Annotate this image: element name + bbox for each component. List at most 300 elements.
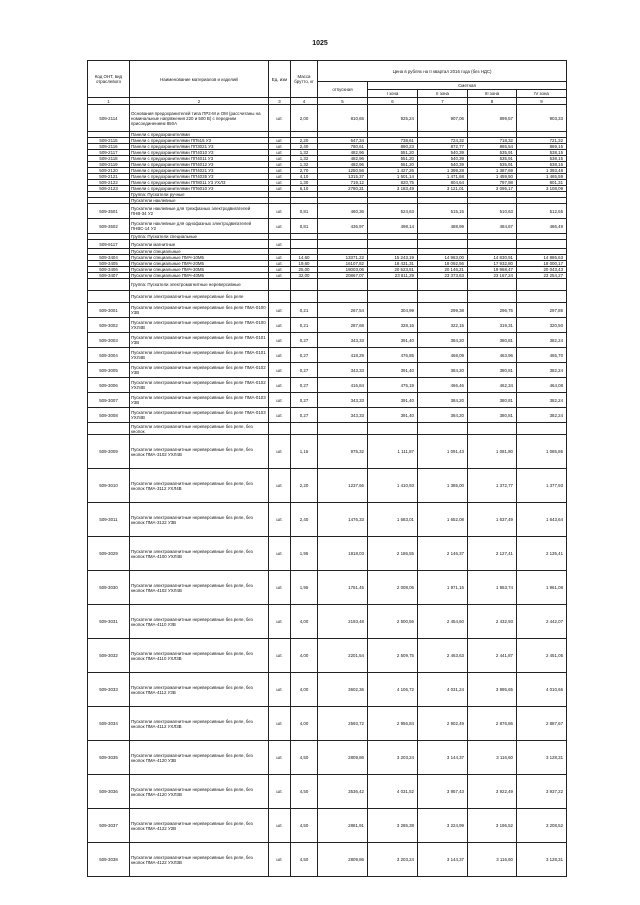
zone-2-price-cell: 804,64 (418, 180, 468, 186)
unit-cell: шт. (269, 105, 291, 132)
zone-1-price-cell (368, 291, 418, 303)
zone-3-price-cell: 380,81 (468, 333, 517, 348)
column-index: 3 (269, 98, 291, 105)
unit-cell: шт. (269, 255, 291, 261)
mass-cell: 0,27 (291, 378, 318, 393)
column-index-row (88, 98, 567, 105)
code-cell: 509-3036 (88, 775, 130, 809)
release-price-cell: 2881,91 (318, 809, 368, 843)
mass-cell: 2,40 (291, 503, 318, 537)
zone-4-price-cell: 1 393,48 (517, 168, 567, 174)
code-cell: 509-3031 (88, 605, 130, 639)
mass-cell: 0,27 (291, 363, 318, 378)
release-price-cell: 810,65 (318, 105, 368, 132)
unit-cell: шт. (269, 378, 291, 393)
zone-2-price-cell: 540,39 (418, 162, 468, 168)
zone-3-price-cell: 3 116,60 (468, 843, 517, 877)
release-price-cell: 343,33 (318, 393, 368, 408)
zone-2-price-cell: 1 652,08 (418, 503, 468, 537)
zone-3-price-cell: 1 372,77 (468, 469, 517, 503)
mass-cell: 32,00 (291, 273, 318, 279)
name-cell: Пускатели специальные (130, 249, 269, 255)
zone-1-price-cell: 2 500,56 (368, 605, 418, 639)
zone-4-price-cell: 512,55 (517, 204, 567, 219)
code-cell: 509-3033 (88, 673, 130, 707)
code-cell (88, 279, 130, 291)
mass-cell: 14,60 (291, 255, 318, 261)
name-cell: Панели с предохранителями ПП4010 У3 (130, 150, 269, 156)
name-cell: Пускатели наклевные для однофазных электродвигателей ПНВС-14 У2 (130, 219, 269, 234)
table-row (88, 408, 567, 423)
name-cell: Пускатели электромагнитные нереверсивные без реле, без кнопок ПМА-4112 У3В (130, 673, 269, 707)
column-index: 2 (130, 98, 269, 105)
code-cell: 509-2120 (88, 168, 130, 174)
mass-cell: 4,50 (291, 775, 318, 809)
release-price-cell (318, 291, 368, 303)
zone-4-price-cell (517, 291, 567, 303)
code-cell: 509-3502 (88, 219, 130, 234)
zone-4-price-cell: 2 135,41 (517, 537, 567, 571)
unit-cell: шт. (269, 469, 291, 503)
code-cell: 509-3035 (88, 741, 130, 775)
column-index: 9 (517, 98, 567, 105)
header-code: Код ОНТ, вид отраслевого (88, 61, 130, 98)
unit-cell: шт. (269, 363, 291, 378)
zone-3-price-cell: 510,63 (468, 204, 517, 219)
price-table (87, 60, 567, 877)
mass-cell: 4,00 (291, 639, 318, 673)
code-cell: 509-2119 (88, 162, 130, 168)
zone-3-price-cell (468, 240, 517, 249)
unit-cell: шт. (269, 186, 291, 192)
zone-4-price-cell: 2 887,67 (517, 707, 567, 741)
code-cell: 509-3009 (88, 435, 130, 469)
unit-cell: шт. (269, 162, 291, 168)
header-name: Наименование материалов и изделий (130, 61, 269, 98)
zone-1-price-cell: 820,75 (368, 180, 418, 186)
zone-4-price-cell: 538,15 (517, 162, 567, 168)
mass-cell: 1,30 (291, 180, 318, 186)
release-price-cell: 267,54 (318, 303, 368, 318)
name-cell: Панели с предохранителями ПП4012 У3 (130, 162, 269, 168)
zone-4-price-cell: 320,50 (517, 318, 567, 333)
code-cell: 509-3008 (88, 408, 130, 423)
mass-cell: 2,00 (291, 105, 318, 132)
unit-cell: шт. (269, 150, 291, 156)
unit-cell: шт. (269, 408, 291, 423)
name-cell: Пускатели электромагнитные нереверсивные без реле, без кнопок ПМА-4110 У3В (130, 605, 269, 639)
release-price-cell: 2780,31 (318, 186, 368, 192)
mass-cell: 4,50 (291, 809, 318, 843)
table-row (88, 673, 567, 707)
name-cell: Панели с предохранителями (130, 132, 269, 138)
zone-1-price-cell: 738,61 (368, 138, 418, 144)
unit-cell: шт. (269, 204, 291, 219)
code-cell: 509-3002 (88, 318, 130, 333)
code-cell: 509-3004 (88, 348, 130, 363)
code-cell: 509-3030 (88, 571, 130, 605)
zone-3-price-cell: 3 095,17 (468, 186, 517, 192)
zone-1-price-cell: 3 203,24 (368, 741, 418, 775)
mass-cell: 1,15 (291, 435, 318, 469)
column-index: 5 (318, 98, 368, 105)
name-cell: Пускатели электромагнитные нереверсивные без реле ПМА-0101 У3В (130, 333, 269, 348)
table-row (88, 348, 567, 363)
mass-cell (291, 423, 318, 435)
page-number: 1025 (312, 40, 328, 47)
header-zone-3: III зона (468, 90, 517, 98)
release-price-cell: 482,96 (318, 156, 368, 162)
unit-cell: шт. (269, 537, 291, 571)
unit-cell: шт. (269, 673, 291, 707)
zone-1-price-cell: 4 106,72 (368, 673, 418, 707)
table-row (88, 605, 567, 639)
release-price-cell: 3602,36 (318, 673, 368, 707)
name-cell: Пускатели электромагнитные нереверсивные без реле, без кнопок ПМА-3102 УХЛ4В (130, 435, 269, 469)
zone-2-price-cell (418, 279, 468, 291)
name-cell: Пускатели электромагнитные нереверсивные без реле ПМА-0103 У3В (130, 393, 269, 408)
name-cell: Пускатели электромагнитные нереверсивные без реле (130, 291, 269, 303)
zone-4-price-cell: 538,15 (517, 156, 567, 162)
zone-4-price-cell: 1 465,59 (517, 174, 567, 180)
name-cell: Пускатели электромагнитные нереверсивные без реле, без кнопок ПМА-4120 У3В (130, 741, 269, 775)
zone-2-price-cell: 2 454,60 (418, 605, 468, 639)
table-row (88, 318, 567, 333)
unit-cell: шт. (269, 809, 291, 843)
unit-cell: шт. (269, 303, 291, 318)
name-cell: Пускатели электромагнитные нереверсивные без реле, без кнопок ПМА-3122 У3В (130, 503, 269, 537)
name-cell: Группа: Пускатели ручные (130, 192, 269, 198)
header-zone-2: II зона (418, 90, 468, 98)
zone-4-price-cell: 20 043,43 (517, 267, 567, 273)
release-price-cell: 418,29 (318, 348, 368, 363)
column-index: 4 (291, 98, 318, 105)
zone-2-price-cell (418, 240, 468, 249)
zone-3-price-cell: 380,81 (468, 408, 517, 423)
zone-1-price-cell: 476,85 (368, 348, 418, 363)
zone-3-price-cell: 380,81 (468, 363, 517, 378)
zone-4-price-cell: 1 643,64 (517, 503, 567, 537)
release-price-cell: 1315,37 (318, 174, 368, 180)
zone-1-price-cell: 1 111,87 (368, 435, 418, 469)
zone-2-price-cell: 1 471,68 (418, 174, 468, 180)
zone-3-price-cell: 319,31 (468, 318, 517, 333)
code-cell: 509-3007 (88, 393, 130, 408)
table-row (88, 363, 567, 378)
table-row (88, 240, 567, 249)
table-row (88, 571, 567, 605)
zone-3-price-cell (468, 291, 517, 303)
table-row (88, 291, 567, 303)
name-cell: Пускатели электромагнитные нереверсивные без реле, без кнопок ПМА-4122 УХЛ3В (130, 843, 269, 877)
zone-1-price-cell: 23 811,29 (368, 273, 418, 279)
zone-4-price-cell: 464,08 (517, 378, 567, 393)
zone-3-price-cell: 380,81 (468, 393, 517, 408)
zone-4-price-cell: 486,49 (517, 219, 567, 234)
release-price-cell: 2193,48 (318, 605, 368, 639)
zone-1-price-cell: 391,40 (368, 363, 418, 378)
zone-1-price-cell: 524,63 (368, 204, 418, 219)
zone-1-price-cell: 391,40 (368, 408, 418, 423)
code-cell: 509-3037 (88, 809, 130, 843)
zone-3-price-cell: 14 830,91 (468, 255, 517, 261)
zone-4-price-cell: 3 208,52 (517, 809, 567, 843)
mass-cell (291, 279, 318, 291)
unit-cell (269, 279, 291, 291)
zone-4-price-cell: 3 937,22 (517, 775, 567, 809)
zone-1-price-cell: 304,99 (368, 303, 418, 318)
zone-1-price-cell: 391,40 (368, 393, 418, 408)
zone-4-price-cell: 869,15 (517, 144, 567, 150)
name-cell: Пускатели электромагнитные нереверсивные без реле, без кнопок ПМА-4122 У2В (130, 809, 269, 843)
zone-2-price-cell: 384,20 (418, 393, 468, 408)
mass-cell: 0,27 (291, 408, 318, 423)
zone-2-price-cell: 3 957,43 (418, 775, 468, 809)
release-price-cell: 343,33 (318, 363, 368, 378)
unit-cell: шт. (269, 605, 291, 639)
zone-1-price-cell: 391,40 (368, 333, 418, 348)
name-cell: Панели с предохранителями ПП4011 У3 (130, 156, 269, 162)
release-price-cell: 2593,72 (318, 707, 368, 741)
mass-cell: 0,21 (291, 318, 318, 333)
zone-1-price-cell: 475,19 (368, 378, 418, 393)
zone-1-price-cell: 4 031,52 (368, 775, 418, 809)
zone-3-price-cell: 3 116,60 (468, 741, 517, 775)
mass-cell: 4,50 (291, 843, 318, 877)
mass-cell: 2,70 (291, 168, 318, 174)
header-zone-4: IV зона (517, 90, 567, 98)
table-row (88, 423, 567, 435)
zone-3-price-cell: 797,98 (468, 180, 517, 186)
header-zone-1: I зона (368, 90, 418, 98)
zone-2-price-cell: 2 463,63 (418, 639, 468, 673)
unit-cell: шт. (269, 843, 291, 877)
name-cell: Пускатели электромагнитные нереверсивные без реле, без кнопок ПМА-4120 УХЛ3В (130, 775, 269, 809)
zone-4-price-cell: 297,86 (517, 303, 567, 318)
zone-4-price-cell: 3 128,31 (517, 843, 567, 877)
table-row (88, 219, 567, 234)
zone-2-price-cell: 3 144,37 (418, 741, 468, 775)
zone-4-price-cell: 18 000,17 (517, 261, 567, 267)
table-row (88, 279, 567, 291)
zone-3-price-cell: 463,96 (468, 348, 517, 363)
code-cell (88, 291, 130, 303)
name-cell: Пускатели специальные ПМЧ-40М5 (130, 273, 269, 279)
zone-3-price-cell: 3 196,52 (468, 809, 517, 843)
mass-cell: 1,32 (291, 150, 318, 156)
mass-cell: 19,60 (291, 261, 318, 267)
zone-3-price-cell: 1 081,80 (468, 435, 517, 469)
release-price-cell: 1918,03 (318, 537, 368, 571)
zone-2-price-cell: 3 224,99 (418, 809, 468, 843)
name-cell: Пускатели электромагнитные нереверсивные без реле, без кнопок (130, 423, 269, 435)
zone-1-price-cell: 1 501,14 (368, 174, 418, 180)
release-price-cell: 343,33 (318, 408, 368, 423)
zone-3-price-cell: 2 432,93 (468, 605, 517, 639)
release-price-cell: 482,96 (318, 162, 368, 168)
name-cell: Пускатели специальные ПМЧ-10М5 (130, 255, 269, 261)
zone-1-price-cell: 551,20 (368, 156, 418, 162)
release-price-cell: 287,68 (318, 318, 368, 333)
mass-cell: 0,81 (291, 204, 318, 219)
zone-2-price-cell: 540,39 (418, 156, 468, 162)
zone-2-price-cell: 540,39 (418, 150, 468, 156)
zone-4-price-cell (517, 279, 567, 291)
unit-cell: шт. (269, 435, 291, 469)
mass-cell: 2,20 (291, 469, 318, 503)
table-row (88, 378, 567, 393)
zone-3-price-cell: 2 441,87 (468, 639, 517, 673)
zone-4-price-cell: 382,24 (517, 333, 567, 348)
zone-1-price-cell: 551,20 (368, 162, 418, 168)
mass-cell: 4,00 (291, 707, 318, 741)
zone-3-price-cell (468, 423, 517, 435)
code-cell: 509-3405 (88, 261, 130, 267)
zone-1-price-cell: 3 183,49 (368, 186, 418, 192)
table-body (88, 105, 567, 877)
zone-2-price-cell: 724,32 (418, 138, 468, 144)
code-cell: 509-3003 (88, 333, 130, 348)
unit-cell (269, 291, 291, 303)
name-cell: Пускатели наклевные для трехфазных электродвигателей ПНВ-34 У2 (130, 204, 269, 219)
table-row (88, 843, 567, 877)
zone-2-price-cell: 299,38 (418, 303, 468, 318)
mass-cell: 0,21 (291, 303, 318, 318)
header-unit: Ед. изм (269, 61, 291, 98)
mass-cell: 0,27 (291, 393, 318, 408)
table-row (88, 393, 567, 408)
zone-2-price-cell (418, 291, 468, 303)
release-price-cell: 647,34 (318, 138, 368, 144)
zone-1-price-cell: 925,24 (368, 105, 418, 132)
zone-3-price-cell: 535,91 (468, 150, 517, 156)
unit-cell: шт. (269, 333, 291, 348)
zone-4-price-cell: 538,15 (517, 150, 567, 156)
zone-1-price-cell: 2 956,84 (368, 707, 418, 741)
zone-2-price-cell: 468,09 (418, 348, 468, 363)
table-row (88, 639, 567, 673)
zone-2-price-cell: 515,15 (418, 204, 468, 219)
table-row (88, 105, 567, 132)
zone-4-price-cell: 801,31 (517, 180, 567, 186)
zone-1-price-cell: 328,16 (368, 318, 418, 333)
code-cell: 509-2114 (88, 105, 130, 132)
name-cell: Панели с предохранителями ПП515 У3 (130, 138, 269, 144)
name-cell: Пускатели электромагнитные нереверсивные без реле, без кнопок ПМА-4112 УХЛ3В (130, 707, 269, 741)
unit-cell: шт. (269, 219, 291, 234)
zone-2-price-cell: 1 385,00 (418, 469, 468, 503)
mass-cell (291, 291, 318, 303)
zone-3-price-cell: 3 995,65 (468, 673, 517, 707)
code-cell: 509-2116 (88, 144, 130, 150)
mass-cell: 1,32 (291, 156, 318, 162)
name-cell: Панели с предохранителями ПП4021 У3 (130, 168, 269, 174)
release-price-cell: 20867,07 (318, 273, 368, 279)
header-estimate-price: Сметная (368, 82, 567, 90)
zone-2-price-cell: 4 031,24 (418, 673, 468, 707)
zone-2-price-cell: 20 146,21 (418, 267, 468, 273)
code-cell: 509-3404 (88, 255, 130, 261)
zone-2-price-cell: 384,20 (418, 408, 468, 423)
unit-cell: шт. (269, 174, 291, 180)
table-row (88, 204, 567, 219)
zone-3-price-cell: 1 637,49 (468, 503, 517, 537)
code-cell: 509-3001 (88, 303, 130, 318)
code-cell: 509-2123 (88, 186, 130, 192)
mass-cell: 25,00 (291, 267, 318, 273)
name-cell: Пускатели электромагнитные нереверсивные без реле ПМА-0102 У3В (130, 363, 269, 378)
code-cell (88, 423, 130, 435)
zone-4-price-cell: 3 108,09 (517, 186, 567, 192)
unit-cell: шт. (269, 267, 291, 273)
zone-4-price-cell: 382,24 (517, 393, 567, 408)
release-price-cell: 3536,42 (318, 775, 368, 809)
zone-3-price-cell: 865,54 (468, 144, 517, 150)
unit-cell: шт. (269, 180, 291, 186)
release-price-cell: 975,32 (318, 435, 368, 469)
unit-cell: шт. (269, 318, 291, 333)
mass-cell: 2,40 (291, 144, 318, 150)
zone-3-price-cell (468, 279, 517, 291)
name-cell: Панели с предохранителями ПП3021 У3 (130, 144, 269, 150)
zone-2-price-cell: 1 091,43 (418, 435, 468, 469)
unit-cell: шт. (269, 707, 291, 741)
zone-4-price-cell: 465,70 (517, 348, 567, 363)
zone-2-price-cell: 907,06 (418, 105, 468, 132)
zone-3-price-cell: 2 876,86 (468, 707, 517, 741)
code-cell: 509-3406 (88, 267, 130, 273)
zone-3-price-cell: 296,75 (468, 303, 517, 318)
code-cell: 509-3011 (88, 503, 130, 537)
release-price-cell: 18003,06 (318, 267, 368, 273)
unit-cell: шт. (269, 775, 291, 809)
unit-cell: шт. (269, 348, 291, 363)
mass-cell: 1,95 (291, 571, 318, 605)
code-cell: 509-3032 (88, 639, 130, 673)
release-price-cell (318, 279, 368, 291)
zone-1-price-cell (368, 240, 418, 249)
name-cell: Пускатели электромагнитные нереверсивные без реле ПМА-0103 УХЛ4В (130, 408, 269, 423)
code-cell: 509-9117 (88, 240, 130, 249)
zone-3-price-cell: 535,91 (468, 162, 517, 168)
unit-cell: шт. (269, 571, 291, 605)
zone-2-price-cell: 466,46 (418, 378, 468, 393)
zone-4-price-cell (517, 423, 567, 435)
zone-2-price-cell: 872,77 (418, 144, 468, 150)
release-price-cell (318, 240, 368, 249)
name-cell: Пускатели электромагнитные нереверсивные без реле, без кнопок ПМА-4102 УХЛ4В (130, 571, 269, 605)
zone-4-price-cell: 903,33 (517, 105, 567, 132)
zone-1-price-cell: 18 431,31 (368, 261, 418, 267)
name-cell: Панели с предохранителями ПП4035 У3 (130, 174, 269, 180)
name-cell: Панели с предохранителями ПП6010 У3 (130, 186, 269, 192)
name-cell: Пускатели электромагнитные нереверсивные без реле ПМА-0100 У3В (130, 303, 269, 318)
release-price-cell: 1761,45 (318, 571, 368, 605)
zone-3-price-cell: 1 387,69 (468, 168, 517, 174)
mass-cell: 4,00 (291, 673, 318, 707)
zone-4-price-cell: 1 085,86 (517, 435, 567, 469)
zone-1-price-cell: 2 186,55 (368, 537, 418, 571)
mass-cell: 6,10 (291, 186, 318, 192)
zone-1-price-cell: 1 410,93 (368, 469, 418, 503)
zone-2-price-cell: 3 121,01 (418, 186, 468, 192)
zone-1-price-cell: 551,20 (368, 150, 418, 156)
name-cell: Пускатели наклевные (130, 198, 269, 204)
release-price-cell: 1250,56 (318, 168, 368, 174)
mass-cell: 0,27 (291, 348, 318, 363)
name-cell: Панели с предохранителями ПП8011 У3 УХЛ3 (130, 180, 269, 186)
zone-2-price-cell: 1 399,28 (418, 168, 468, 174)
